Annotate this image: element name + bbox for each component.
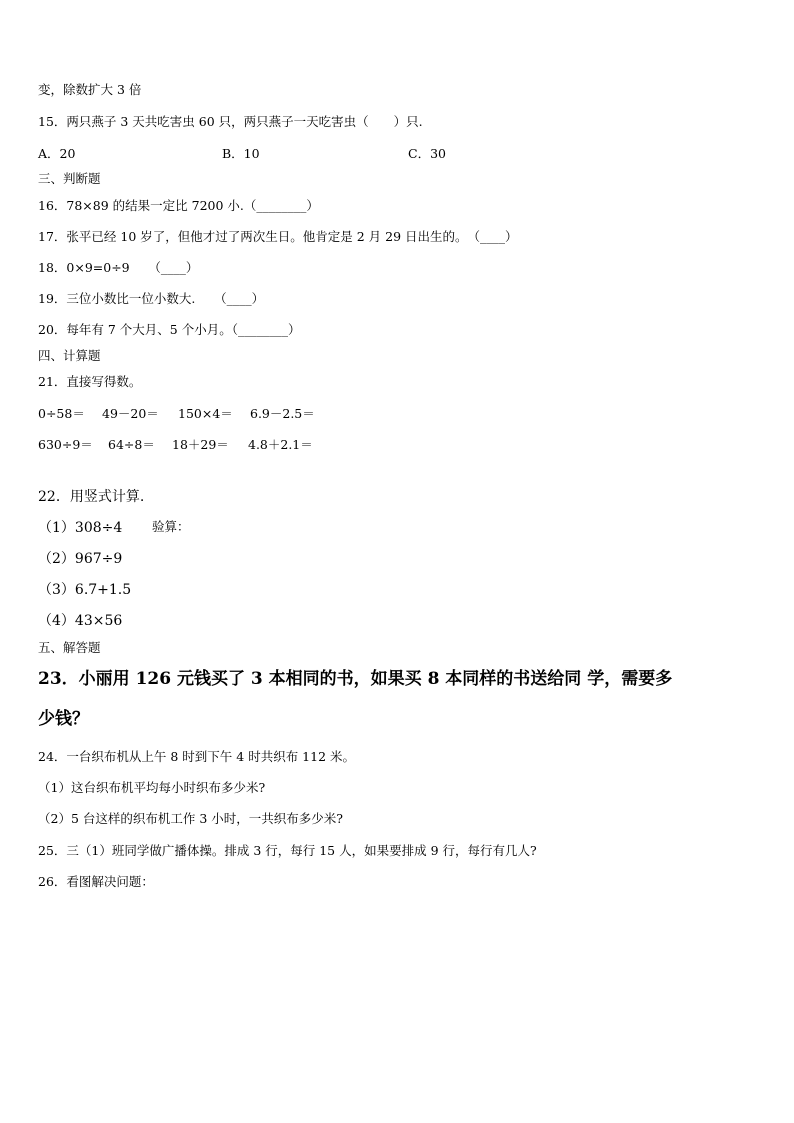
q22-item-3: （3）6.7+1.5 <box>38 582 132 598</box>
q21-item: 64÷8＝ <box>108 437 155 452</box>
question-23-line-1: 23．小丽用 126 元钱买了 3 本相同的书，如果买 8 本同样的书送给同 学，需要多 <box>38 669 673 689</box>
q14-continuation: 变，除数扩大 3 倍 <box>38 82 142 97</box>
q24-sub-1: （1）这台织布机平均每小时织布多少米? <box>38 780 266 795</box>
section-3-title: 三、判断题 <box>38 171 101 186</box>
q22-check-label: 验算： <box>152 519 190 534</box>
q15-option-b: B．10 <box>222 146 260 161</box>
q24-sub-2: （2）5 台这样的织布机工作 3 小时，一共织布多少米? <box>38 811 343 826</box>
q15-option-a: A．20 <box>38 146 76 161</box>
question-20: 20．每年有 7 个大月、5 个小月。（________） <box>38 322 301 337</box>
q22-item-4: （4）43×56 <box>38 613 123 629</box>
section-5-title: 五、解答题 <box>38 640 101 655</box>
question-16: 16．78×89 的结果一定比 7200 小.（________） <box>38 198 319 213</box>
q21-item: 6.9－2.5＝ <box>250 406 315 421</box>
question-25: 25．三（1）班同学做广播体操。排成 3 行，每行 15 人，如果要排成 9 行，每行有几人? <box>38 843 537 858</box>
q21-item: 150×4＝ <box>178 406 233 421</box>
question-15: 15．两只燕子 3 天共吃害虫 60 只，两只燕子一天吃害虫（ ）只. <box>38 114 423 129</box>
question-22: 22．用竖式计算. <box>38 489 145 505</box>
question-17: 17．张平已经 10 岁了，但他才过了两次生日。他肯定是 2 月 29 日出生的。 （____） <box>38 229 518 244</box>
question-21: 21．直接写得数。 <box>38 374 142 389</box>
q22-item-1: （1）308÷4 <box>38 520 123 536</box>
q21-item: 4.8＋2.1＝ <box>248 437 313 452</box>
q21-item: 630÷9＝ <box>38 437 93 452</box>
question-18: 18．0×9=0÷9 （____） <box>38 260 199 275</box>
q15-option-c: C．30 <box>408 146 446 161</box>
question-26: 26．看图解决问题： <box>38 874 154 889</box>
q21-item: 18＋29＝ <box>172 437 229 452</box>
q21-item: 49－20＝ <box>102 406 159 421</box>
question-24: 24．一台织布机从上午 8 时到下午 4 时共织布 112 米。 <box>38 749 356 764</box>
q22-item-2: （2）967÷9 <box>38 551 123 567</box>
q21-item: 0÷58＝ <box>38 406 85 421</box>
question-19: 19．三位小数比一位小数大. （____） <box>38 291 265 306</box>
question-23-line-2: 少钱？ <box>38 709 89 729</box>
section-4-title: 四、计算题 <box>38 348 101 363</box>
